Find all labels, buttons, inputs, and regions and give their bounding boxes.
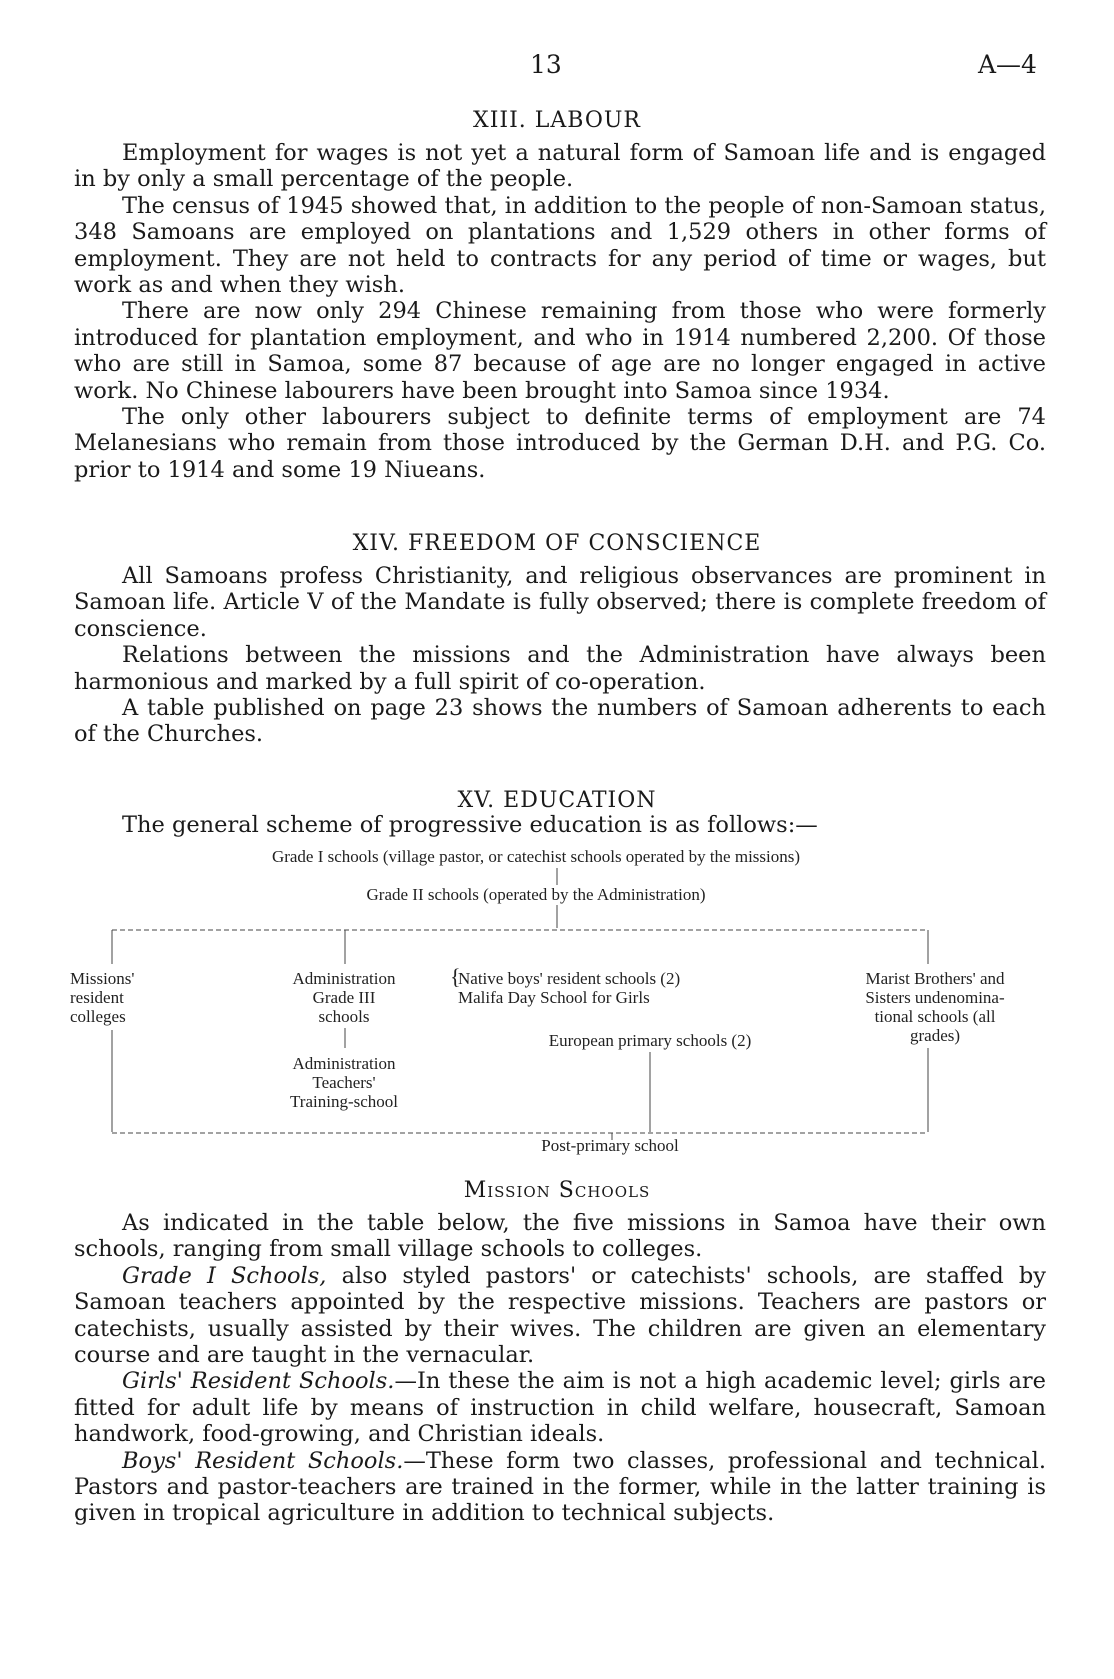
missions-colleges-line2: resident: [70, 988, 124, 1007]
grade1-label: Grade I Schools,: [122, 1262, 327, 1289]
paragraph: There are now only 294 Chinese remaining from those who were formerly introduced for plantation employment, and who in 1914 numbered 2,200. Of those who are still in Samoa, some 87 because of age are no longer engaged in active work. No Chinese labourers have been brought into Samoa since 1934.: [74, 298, 1046, 404]
paragraph: All Samoans profess Christianity, and religious observances are prominent in Samoan life. Article V of the Mandate is fully observed; there is complete freedom of conscience.: [74, 563, 1046, 642]
admin-grade3-line2: Grade III: [312, 988, 376, 1007]
education-intro: The general scheme of progressive education is as follows:—: [122, 812, 818, 838]
paragraph: The census of 1945 showed that, in addition to the people of non-Samoan status, 348 Samoans are employed on plantations and 1,529 others in other forms of employment. They are not held to contracts for any period of time or wages, but work as and when they wish.: [74, 192, 1046, 299]
paragraph: The only other labourers subject to definite terms of employment are 74 Melanesians who remain from those introduced by the German D.H. and P.G. Co. prior to 1914 and some 19 Niueans.: [74, 404, 1046, 483]
missions-colleges-line3: colleges: [70, 1007, 126, 1026]
section-heading-labour: XIII. LABOUR: [473, 108, 641, 133]
marist-line3: tional schools (all: [874, 1007, 996, 1026]
girls-label: Girls' Resident Schools.: [122, 1368, 395, 1395]
post-primary-school: Post-primary school: [541, 1136, 679, 1155]
paragraph: Employment for wages is not yet a natural form of Samoan life and is engaged in by only a small percentage of the people.: [74, 140, 1046, 193]
admin-grade3-line3: schools: [318, 1007, 370, 1026]
mission-schools-body: [74, 1210, 1046, 1527]
mission-schools-heading: Mission Schools: [463, 1178, 651, 1203]
native-boys-schools: Native boys' resident schools (2): [458, 969, 681, 988]
marist-line1: Marist Brothers' and: [865, 969, 1005, 988]
marist-line2: Sisters undenomina-: [865, 988, 1005, 1007]
grade1-text: also styled pastors' or catechists' schools, are staffed by Samoan teachers appointed by the respective missions. Teachers are pastors or catechists, usually assisted by their wives. The children are given an elementary course and are taught in the vernacular.: [74, 1262, 1046, 1369]
paragraph: Relations between the missions and the Administration have always been harmonious and marked by a full spirit of co-operation.: [74, 642, 1046, 695]
marist-line4: grades): [909, 1026, 961, 1045]
grade2-label: Grade II schools (operated by the Administration): [366, 885, 706, 904]
admin-teachers-line3: Training-school: [290, 1092, 398, 1111]
paragraph-boys: [74, 1448, 1046, 1527]
paragraph: As indicated in the table below, the five missions in Samoa have their own schools, ranging from small village schools to colleges.: [74, 1210, 1046, 1263]
paragraph-grade1: [74, 1263, 1046, 1369]
malifa-day-school: Malifa Day School for Girls: [458, 988, 650, 1007]
brace-open: {: [450, 964, 461, 989]
document-reference: A—4: [978, 50, 1037, 79]
boys-text: —These form two classes, professional and technical. Pastors and pastor-teachers are trained in the former, while in the latter training is given in tropical agriculture in addition to technical subjects.: [74, 1447, 1047, 1527]
boys-label: Boys' Resident Schools.: [122, 1447, 404, 1474]
section-heading-education: XV. EDUCATION: [457, 788, 657, 813]
european-primary-schools: European primary schools (2): [548, 1031, 752, 1050]
paragraph: A table published on page 23 shows the numbers of Samoan adherents to each of the Churches.: [74, 695, 1046, 748]
girls-text: —In these the aim is not a high academic level; girls are fitted for adult life by means of instruction in child welfare, housecraft, Samoan handwork, food-growing, and Christian ideals.: [74, 1368, 1046, 1448]
paragraph-girls: [74, 1368, 1046, 1447]
section-heading-conscience: XIV. FREEDOM OF CONSCIENCE: [352, 531, 762, 556]
admin-grade3-line1: Administration: [292, 969, 396, 988]
missions-colleges-line1: Missions': [70, 969, 135, 988]
page-number: 13: [530, 50, 562, 79]
admin-teachers-line2: Teachers': [312, 1073, 376, 1092]
grade1-label: Grade I schools (village pastor, or catechist schools operated by the missions): [271, 847, 801, 866]
admin-teachers-line1: Administration: [292, 1054, 396, 1073]
